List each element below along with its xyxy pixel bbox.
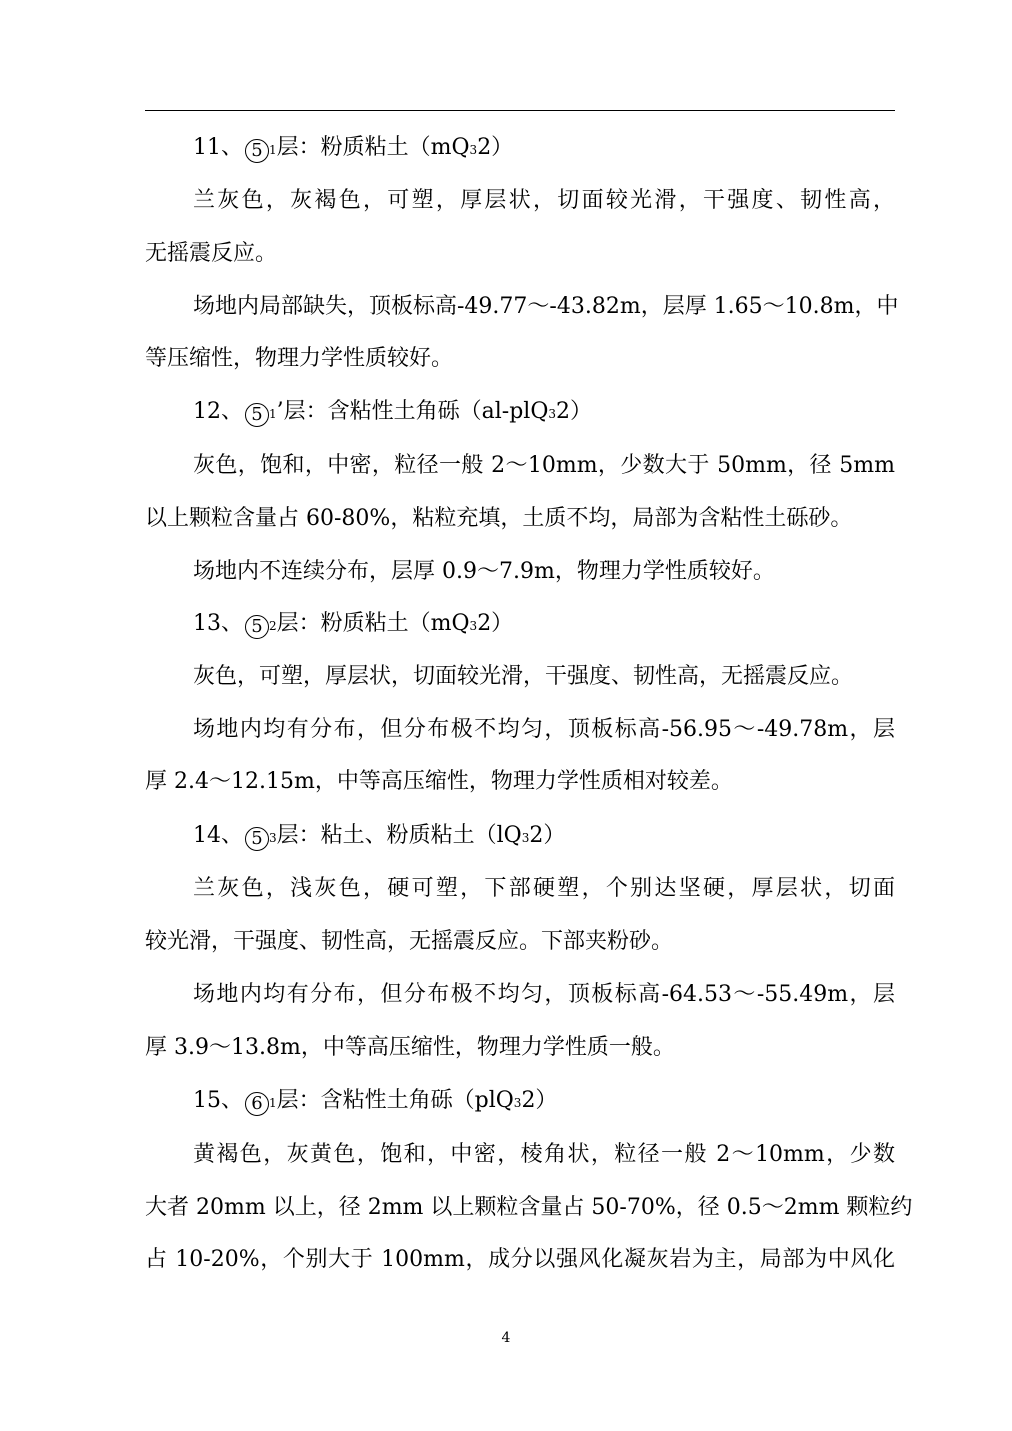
paragraph-line: 场地内不连续分布，层厚 0.9～7.9m，物理力学性质较好。: [193, 559, 775, 584]
circled-number-icon: 5: [245, 615, 269, 639]
heading-layer-5-2: 13、 5 2层：粉质粘土（mQ32）: [193, 611, 514, 637]
paragraph-line: 场地内均有分布，但分布极不均匀，顶板标高-64.53～-55.49m，层: [193, 982, 895, 1007]
circled-number-icon: 5: [245, 403, 269, 427]
paragraph-line: 厚 2.4～12.15m，中等高压缩性，物理力学性质相对较差。: [145, 769, 733, 794]
heading-layer-6-1: 15、 6 1层：含粘性土角砾（plQ32）: [193, 1088, 558, 1114]
paragraph-line: 场地内均有分布，但分布极不均匀，顶板标高-56.95～-49.78m，层: [193, 717, 895, 742]
header-rule: [145, 110, 895, 111]
paragraph-line: 兰灰色，灰褐色，可塑，厚层状，切面较光滑，干强度、韧性高，: [193, 188, 895, 213]
page-number: 4: [501, 1330, 511, 1346]
paragraph-line: 灰色，饱和，中密，粒径一般 2～10mm，少数大于 50mm，径 5mm: [193, 453, 895, 478]
heading-layer-5-1-prime: 12、 5 1’层：含粘性土角砾（al-plQ32）: [193, 399, 593, 425]
paragraph-line: 无摇震反应。: [145, 241, 278, 266]
paragraph-line: 占 10-20%，个别大于 100mm，成分以强风化凝灰岩为主，局部为中风化: [145, 1247, 895, 1272]
paragraph-line: 兰灰色，浅灰色，硬可塑，下部硬塑，个别达坚硬，厚层状，切面: [193, 876, 895, 901]
paragraph-line: 大者 20mm 以上，径 2mm 以上颗粒含量占 50-70%，径 0.5～2mm 颗粒约: [145, 1195, 913, 1220]
circled-number-icon: 6: [245, 1092, 269, 1116]
paragraph-line: 场地内局部缺失，顶板标高-49.77～-43.82m，层厚 1.65～10.8m，中: [193, 294, 899, 319]
paragraph-line: 等压缩性，物理力学性质较好。: [145, 346, 454, 371]
heading-layer-5-1: 11、 5 1层：粉质粘土（mQ32）: [193, 135, 514, 161]
paragraph-line: 较光滑，干强度、韧性高，无摇震反应。下部夹粉砂。: [145, 929, 674, 954]
paragraph-line: 灰色，可塑，厚层状，切面较光滑，干强度、韧性高，无摇震反应。: [193, 664, 854, 689]
paragraph-line: 厚 3.9～13.8m，中等高压缩性，物理力学性质一般。: [145, 1035, 675, 1060]
paragraph-line: 黄褐色，灰黄色，饱和，中密，棱角状，粒径一般 2～10mm，少数: [193, 1142, 895, 1167]
circled-number-icon: 5: [245, 139, 269, 163]
heading-layer-5-3: 14、 5 3层：粘土、粉质粘土（lQ32）: [193, 823, 566, 849]
circled-number-icon: 5: [245, 827, 269, 851]
paragraph-line: 以上颗粒含量占 60-80%，粘粒充填，土质不均，局部为含粘性土砾砂。: [145, 506, 853, 531]
